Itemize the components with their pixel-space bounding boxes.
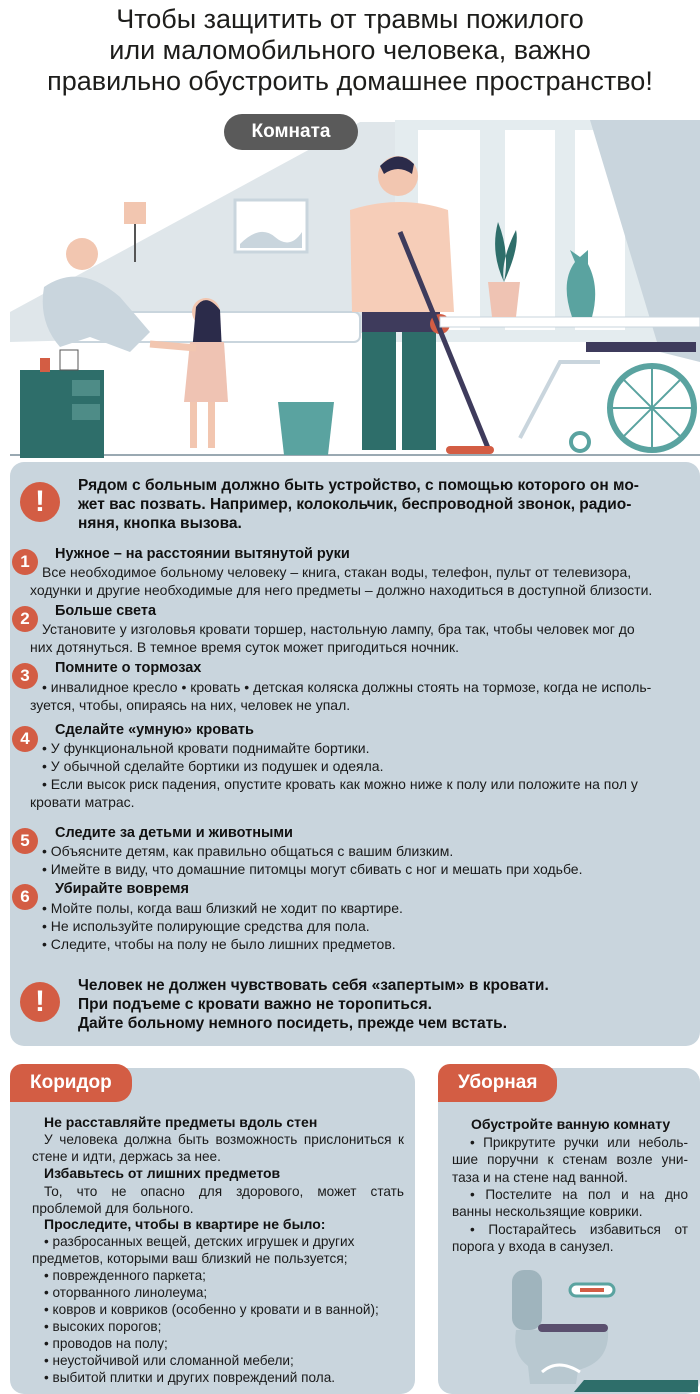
corridor-block2-text: То, что не опасно для здорового, может стать проблемой для больного.: [32, 1184, 404, 1217]
corridor-block1-text: У человека должна быть возможность прислониться к стене и идти, держась за нее.: [32, 1132, 404, 1165]
alert-icon: !: [20, 982, 60, 1022]
table-icon: [440, 317, 700, 327]
list-item: • оторванного линолеума;: [44, 1285, 208, 1300]
plant-pot-icon: [488, 282, 520, 317]
corridor-block1-title: Не расставляйте предметы вдоль стен: [44, 1114, 318, 1130]
list-item: предметов, которыми ваш близкий не пользуется;: [32, 1251, 348, 1266]
wall-lamp-icon: [124, 202, 146, 224]
list-item: • разбросанных вещей, детских игрушек и других: [44, 1234, 355, 1249]
item-text-6: • Мойте полы, когда ваш близкий не ходит по квартире. • Не используйте полирующие средства для пола. • Следите, чтобы на полу не было лишних предметов.: [42, 900, 403, 952]
corridor-label: Коридор: [10, 1064, 132, 1102]
title-line-1: Чтобы защитить от травмы пожилого: [116, 4, 584, 34]
list-item: • ковров и ковриков (особенно у кровати и в ванной);: [44, 1302, 379, 1317]
item-title-3: Помните о тормозах: [55, 660, 202, 676]
toilet-icon: [515, 1330, 608, 1384]
item-title-1: Нужное – на расстоянии вытянутой руки: [55, 546, 350, 562]
item-text-2: Установите у изголовья кровати торшер, настольную лампу, бра так, чтобы человек мог до них дотянуться. В темное время суток может пригодиться ночник.: [30, 621, 635, 655]
item-title-6: Убирайте вовремя: [55, 881, 189, 897]
list-item: • высоких порогов;: [44, 1319, 162, 1334]
corridor-panel: [10, 1068, 415, 1394]
item-title-4: Сделайте «умную» кровать: [55, 722, 254, 738]
title-line-3: правильно обустроить домашнее пространство!: [47, 66, 653, 96]
alert-bottom-text: Человек не должен чувствовать себя «запертым» в кровати. При подъеме с кровати важно не торопиться. Дайте больному немного посидеть, прежде чем встать.: [78, 977, 549, 1032]
corridor-block3-title: Проследите, чтобы в квартире не было:: [44, 1216, 326, 1232]
item-number-4: 4: [12, 726, 38, 752]
item-text-4: • У функциональной кровати поднимайте бортики. • У обычной сделайте бортики из подушек и одеяла. • Если высок риск падения, опустите кровать как можно ниже к полу или положите на пол у кровати матрас.: [30, 740, 638, 810]
bucket-icon: [278, 402, 334, 455]
item-number-1: 1: [12, 549, 38, 575]
item-number-6: 6: [12, 884, 38, 910]
alert-icon: !: [20, 482, 60, 522]
room-tips-panel: [10, 462, 700, 1046]
item-number-5: 5: [12, 828, 38, 854]
list-item: • неустойчивой или сломанной мебели;: [44, 1353, 294, 1368]
room-illustration: [0, 112, 700, 462]
toilet-tank-icon: [512, 1270, 542, 1330]
elderly-man-icon: [66, 238, 98, 270]
list-item: • выбитой плитки и других повреждений пола.: [44, 1370, 336, 1385]
item-title-2: Больше света: [55, 603, 157, 619]
bathroom-panel: [438, 1068, 700, 1394]
item-text-5: • Объясните детям, как правильно общаться с вашим близким. • Имейте в виду, что домашние питомцы могут сбивать с ног и мешать при ходьбе.: [42, 843, 583, 877]
item-text-1: Все необходимое больному человеку – книга, стакан воды, телефон, пульт от телевизора, ходунки и другие необходимые для него предметы – должно находиться в доступной близости.: [30, 564, 653, 598]
bathroom-label: Уборная: [438, 1064, 557, 1102]
bathroom-text-1: • Прикрутите ручки или неболь-шие поручни к стенам возле уни-таза и на стене над ванной.: [452, 1135, 688, 1185]
title-line-2: или маломобильного человека, важно: [109, 35, 591, 65]
list-item: • проводов на полу;: [44, 1336, 168, 1351]
corridor-block2-title: Избавьтесь от лишних предметов: [44, 1165, 281, 1181]
bathroom-title: Обустройте ванную комнату: [471, 1116, 671, 1132]
toilet-illustration: [498, 1262, 698, 1392]
bathroom-text-2: • Постелите на пол и на дно ванны нескользящие коврики.: [452, 1187, 688, 1220]
bath-mat-icon: [574, 1380, 698, 1392]
alert-top-text: Рядом с больным должно быть устройство, с помощью которого он мо- жет вас позвать. Например, колокольчик, беспроводной звонок, радио- няня, кнопка вызова.: [78, 477, 639, 532]
item-number-2: 2: [12, 606, 38, 632]
list-item: • поврежденного паркета;: [44, 1268, 206, 1283]
item-title-5: Следите за детьми и животными: [55, 825, 293, 841]
bathroom-text-3: • Постарайтесь избавиться от порога у входа в санузел.: [452, 1222, 688, 1255]
item-number-3: 3: [12, 663, 38, 689]
room-label: Комната: [224, 114, 358, 150]
item-text-3: • инвалидное кресло • кровать • детская коляска должны стоять на тормозе, когда не исполь- зуется, чтобы, опираясь на них, человек не упал.: [30, 679, 652, 713]
page-title: [10, 4, 690, 97]
